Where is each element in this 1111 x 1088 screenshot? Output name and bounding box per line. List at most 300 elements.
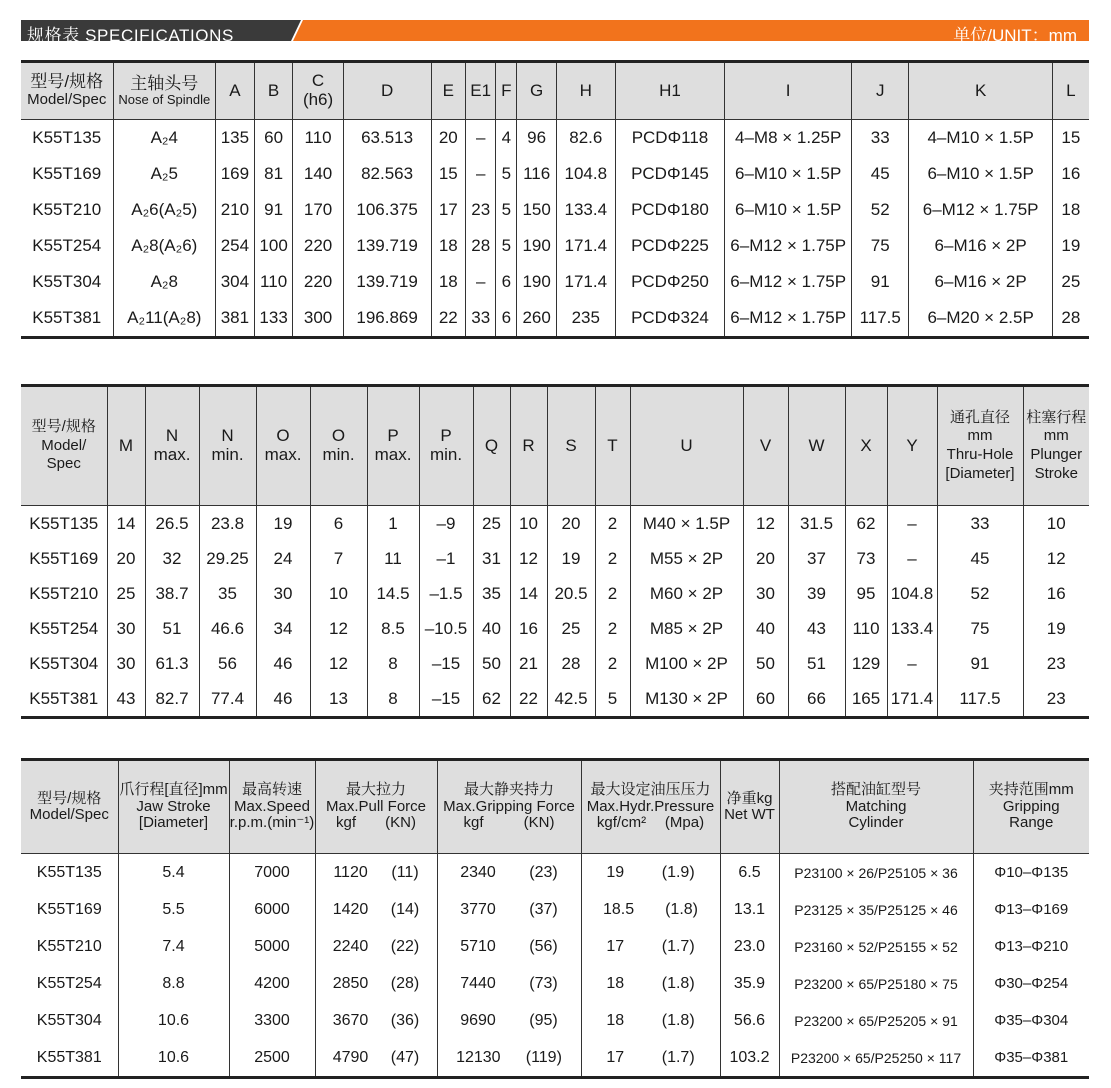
table3-header-cell	[229, 760, 315, 854]
value-pair	[316, 1012, 437, 1030]
table2-header-line: O	[331, 426, 346, 446]
value: 3670	[332, 1011, 369, 1029]
table-cell: P23200 × 65/P25180 × 75	[779, 965, 973, 1002]
table-row	[21, 576, 1089, 611]
table2-header-line: Model/	[41, 436, 87, 454]
value: 2340	[460, 863, 496, 881]
table2-header-cell	[595, 386, 630, 506]
table-cell: 116	[517, 156, 557, 192]
table3-header-line: Max.Gripping Force	[443, 797, 575, 815]
table-cell: 46.6	[199, 611, 256, 646]
spec-table-clearances	[21, 384, 1089, 719]
table-cell: 210	[216, 192, 255, 228]
table2-header-cell	[107, 386, 145, 506]
table-cell: 133.4	[887, 611, 937, 646]
table2-header-line: 柱塞行程	[1026, 408, 1087, 426]
table-cell-pair	[581, 928, 720, 965]
table-cell: 6–M20 × 2.5P	[909, 300, 1052, 338]
value: 12130	[456, 1048, 501, 1066]
value: 19	[606, 863, 625, 881]
table2-header-cell	[547, 386, 595, 506]
table-cell: 20	[547, 506, 595, 542]
table2-header-line: max.	[374, 445, 412, 464]
value-kn: (1.7)	[661, 937, 695, 955]
table-cell: 135	[216, 120, 255, 157]
table2-header-line: U	[680, 435, 693, 455]
table-cell: P23160 × 52/P25155 × 52	[779, 928, 973, 965]
table-cell: 23	[1023, 681, 1089, 718]
table-cell: 6–M10 × 1.5P	[725, 156, 852, 192]
table-cell-pair	[315, 854, 437, 892]
table2-header-line: max.	[153, 445, 191, 464]
table-cell-pair	[437, 1039, 581, 1078]
value-kn: (95)	[529, 1011, 558, 1029]
table1-header-en: E	[442, 80, 454, 100]
table-cell: –15	[419, 681, 473, 718]
table-cell: K55T254	[32, 236, 102, 255]
table-cell: 196.869	[343, 300, 431, 338]
table2-header-line: O	[276, 426, 290, 446]
table-cell: 19	[547, 541, 595, 576]
value: 4790	[332, 1048, 369, 1066]
table-cell: 14.5	[367, 576, 419, 611]
value: 17	[606, 937, 625, 955]
table1-header-en: E1	[470, 80, 492, 100]
table-cell: 22	[510, 681, 547, 718]
table-cell: 6–M12 × 1.75P	[725, 264, 852, 300]
table-cell: 28	[466, 228, 496, 264]
table-cell: 73	[845, 541, 887, 576]
table-cell: 6–M12 × 1.75P	[909, 192, 1052, 228]
table-row	[21, 228, 1089, 264]
table-cell: 25	[107, 576, 145, 611]
table-cell: 10.6	[118, 1039, 229, 1078]
table1-header-en: J	[875, 80, 885, 100]
table2-header-line: R	[522, 435, 535, 455]
table-cell: 110	[293, 120, 343, 157]
table1-header-cell	[496, 62, 517, 120]
table1-header-cell	[466, 62, 496, 120]
table-cell: 11	[367, 541, 419, 576]
table-cell: PCDΦ118	[615, 120, 725, 157]
table-cell: 6–M10 × 1.5P	[909, 156, 1052, 192]
table-cell: –	[466, 264, 496, 300]
table-cell: 28	[1052, 300, 1089, 338]
table-cell: –	[466, 156, 496, 192]
table3-header-line: 型号/规格	[37, 789, 102, 807]
table-cell: 77.4	[199, 681, 256, 718]
table-cell: 14	[510, 576, 547, 611]
table1-header-cell	[517, 62, 557, 120]
table-row	[21, 1039, 1089, 1078]
value-pair	[316, 864, 437, 882]
table-cell: 91	[937, 646, 1023, 681]
table-cell: 66	[788, 681, 845, 718]
table3-header-line: r.p.m.(min⁻¹)	[229, 814, 315, 832]
table2-header-line: N	[221, 426, 234, 446]
table1-header-en: D	[380, 80, 394, 100]
value-pair	[438, 864, 581, 882]
table-cell: 35.9	[720, 965, 779, 1002]
table3-header-cell	[581, 760, 720, 854]
table-cell: –1	[419, 541, 473, 576]
table-cell: 19	[256, 506, 310, 542]
table2-header-line: [Diameter]	[945, 464, 1015, 482]
table-cell: 104.8	[557, 156, 616, 192]
table-cell: 25	[473, 506, 510, 542]
banner-unit: 单位/UNIT：mm	[953, 26, 1077, 45]
table2-header-line: 型号/规格	[31, 417, 96, 435]
table-cell: 8.8	[118, 965, 229, 1002]
table-cell: 150	[517, 192, 557, 228]
table-cell: 5.5	[118, 891, 229, 928]
table-cell: 5	[595, 681, 630, 718]
table-cell: K55T210	[36, 937, 102, 955]
table-cell: K55T254	[36, 974, 102, 992]
table-cell: Φ13–Φ169	[973, 891, 1089, 928]
value-kn: (73)	[529, 974, 558, 992]
value-pair	[316, 975, 437, 993]
table3-header-line: Max.Hydr.Pressure	[586, 797, 715, 815]
table-cell: 6	[310, 506, 367, 542]
table2-header-line: W	[808, 435, 825, 455]
table-cell: 117.5	[937, 681, 1023, 718]
table3-header-line: 最大静夹持力	[463, 781, 554, 799]
table-cell: 12	[743, 506, 788, 542]
table-cell: P23200 × 65/P25205 × 91	[779, 1002, 973, 1039]
table2-header-cell	[473, 386, 510, 506]
table-cell: 23.8	[199, 506, 256, 542]
value-pair	[316, 901, 437, 919]
value: 18	[606, 974, 625, 992]
table-cell: 12	[310, 611, 367, 646]
table-cell: 171.4	[557, 264, 616, 300]
table-cell: 104.8	[887, 576, 937, 611]
table1-header-cn: 主轴头号	[130, 73, 199, 93]
table-cell: 23	[1023, 646, 1089, 681]
table-cell: 6–M10 × 1.5P	[725, 192, 852, 228]
table-cell: Φ10–Φ135	[973, 854, 1089, 892]
table-row	[21, 681, 1089, 718]
table-cell: 38.7	[145, 576, 199, 611]
table2-header-cell	[310, 386, 367, 506]
value-pair	[316, 938, 437, 956]
table3-header-line: 最大拉力	[345, 781, 406, 799]
value-pair	[438, 1049, 581, 1067]
value: 2850	[332, 974, 369, 992]
table-cell: 220	[293, 264, 343, 300]
value-kn: (119)	[525, 1048, 562, 1066]
table-cell: 56.6	[720, 1002, 779, 1039]
table-cell: 60	[743, 681, 788, 718]
table-cell: 28	[547, 646, 595, 681]
table-cell: Φ13–Φ210	[973, 928, 1089, 965]
table2-header-line: Spec	[46, 455, 81, 473]
table-cell: 96	[517, 120, 557, 157]
table1-header-cell	[431, 62, 466, 120]
table2-header-line: T	[607, 435, 618, 455]
table1-header-en: B	[267, 80, 280, 100]
table1-header-en: F	[501, 80, 512, 100]
table-cell: 16	[1052, 156, 1089, 192]
table-cell: 33	[851, 120, 909, 157]
table-cell: 5	[496, 156, 517, 192]
table-cell: 30	[743, 576, 788, 611]
table3-header-unit: kgf	[336, 814, 357, 832]
table-cell: 1	[367, 506, 419, 542]
table-cell: 106.375	[343, 192, 431, 228]
table2-header-cell	[145, 386, 199, 506]
table1-header-en: I	[785, 80, 791, 100]
table-cell: 220	[293, 228, 343, 264]
table3-header-line: 搭配油缸型号	[830, 781, 921, 799]
table-cell: 31.5	[788, 506, 845, 542]
table2-header-cell	[743, 386, 788, 506]
table-cell: A₂4	[113, 120, 216, 157]
table-cell: PCDΦ324	[615, 300, 725, 338]
table-row	[21, 891, 1089, 928]
table-cell: 61.3	[145, 646, 199, 681]
table-cell: 30	[107, 611, 145, 646]
table-cell: P23200 × 65/P25250 × 117	[779, 1039, 973, 1078]
table-cell: 8	[367, 646, 419, 681]
table-cell: 6–M12 × 1.75P	[725, 228, 852, 264]
table1-header-cn: 型号/规格	[30, 72, 104, 92]
table-cell: 6–M16 × 2P	[909, 264, 1052, 300]
table3-header-line: 夹持范围mm	[988, 781, 1074, 799]
value-pair	[582, 864, 720, 882]
value-kn: (1.8)	[665, 900, 698, 918]
table-cell: 12	[1023, 541, 1089, 576]
table-cell: 139.719	[343, 228, 431, 264]
table-cell: 10	[310, 576, 367, 611]
table-cell: –10.5	[419, 611, 473, 646]
table-cell: 62	[845, 506, 887, 542]
table3-header-line: Max.Speed	[234, 797, 310, 815]
table2-header-line: min.	[211, 445, 244, 464]
table2-header-cell	[1023, 386, 1089, 506]
table-cell: 103.2	[720, 1039, 779, 1078]
table3-header-cell	[779, 760, 973, 854]
table3-header-cell	[720, 760, 779, 854]
table1-header-cell	[254, 62, 293, 120]
table-cell: 31	[473, 541, 510, 576]
table-cell-pair	[315, 891, 437, 928]
table1-header-cell	[909, 62, 1052, 120]
table-cell: 18	[1052, 192, 1089, 228]
table-cell-pair	[315, 1039, 437, 1078]
table2-header-line: max.	[264, 445, 302, 464]
table-cell: 2	[595, 646, 630, 681]
table-cell: 35	[199, 576, 256, 611]
table-cell: A₂6(A₂5)	[113, 192, 216, 228]
table-cell: 40	[743, 611, 788, 646]
table-cell: 117.5	[851, 300, 909, 338]
table-cell: 52	[937, 576, 1023, 611]
table1-header-cell	[113, 62, 216, 120]
table-cell: 3300	[229, 1002, 315, 1039]
table-cell: 45	[851, 156, 909, 192]
table-cell: 12	[510, 541, 547, 576]
table-cell: 5	[496, 228, 517, 264]
table-cell: A₂11(A₂8)	[113, 300, 216, 338]
table-cell: 18	[431, 228, 466, 264]
table-cell: P23100 × 26/P25105 × 36	[779, 854, 973, 892]
table-cell: 12	[310, 646, 367, 681]
table-cell: 169	[216, 156, 255, 192]
value-kn: (47)	[390, 1048, 420, 1066]
value: 1420	[332, 900, 369, 918]
table-cell: K55T210	[32, 200, 102, 219]
table-cell: 190	[517, 264, 557, 300]
table2-header-cell	[510, 386, 547, 506]
table-cell: –9	[419, 506, 473, 542]
value: 17	[606, 1048, 625, 1066]
table-cell: PCDΦ225	[615, 228, 725, 264]
table-cell: 2	[595, 576, 630, 611]
table-cell: 4–M8 × 1.25P	[725, 120, 852, 157]
value: 2240	[332, 937, 369, 955]
table-cell: 110	[254, 264, 293, 300]
table-cell: –15	[419, 646, 473, 681]
table-cell: 4200	[229, 965, 315, 1002]
table-cell-pair	[437, 854, 581, 892]
table-cell: 2500	[229, 1039, 315, 1078]
table-cell: 10	[1023, 506, 1089, 542]
value-kn: (1.8)	[661, 974, 695, 992]
table1-header-en: C	[311, 71, 325, 91]
table-cell: 16	[1023, 576, 1089, 611]
table-row	[21, 300, 1089, 338]
table-cell: M85 × 2P	[630, 611, 743, 646]
table2-header-cell	[887, 386, 937, 506]
table3-header-line: Net WT	[724, 806, 775, 823]
table-cell: M55 × 2P	[630, 541, 743, 576]
table-cell: 165	[845, 681, 887, 718]
table-cell: 37	[788, 541, 845, 576]
table3-header-units	[582, 815, 720, 832]
value-pair	[438, 901, 581, 919]
table-cell: K55T135	[29, 513, 99, 533]
table3-header-line: Model/Spec	[29, 806, 109, 823]
table-cell: Φ35–Φ381	[973, 1039, 1089, 1078]
table-cell: M100 × 2P	[630, 646, 743, 681]
table3-header-unit: (KN)	[523, 814, 555, 832]
table3-header-line: [Diameter]	[138, 814, 209, 832]
table-cell: 60	[254, 120, 293, 157]
table-cell: K55T381	[21, 681, 107, 718]
table2-header-line: S	[565, 435, 577, 455]
table2-header-line: 通孔直径	[949, 408, 1010, 426]
table1-header-cell	[1052, 62, 1089, 120]
table1-header-en: H	[579, 80, 592, 100]
table-cell-pair	[315, 1002, 437, 1039]
table-row	[21, 120, 1089, 157]
table3-header-unit: (KN)	[385, 814, 416, 832]
banner-title: 规格表 SPECIFICATIONS	[27, 26, 234, 45]
table-row	[21, 1002, 1089, 1039]
table2-header-line: Y	[906, 435, 918, 455]
table-cell: 190	[517, 228, 557, 264]
table1-header-cell	[557, 62, 616, 120]
table3-header-line: 净重kg	[726, 789, 773, 807]
table-row	[21, 506, 1089, 542]
table1-header-sub: (h6)	[302, 90, 334, 109]
table2-header-cell	[788, 386, 845, 506]
table-cell: 91	[254, 192, 293, 228]
table-cell: 63.513	[343, 120, 431, 157]
table-cell: PCDΦ250	[615, 264, 725, 300]
table-cell: 171.4	[557, 228, 616, 264]
table-cell: 15	[431, 156, 466, 192]
value-kn: (23)	[529, 863, 558, 881]
table-cell: 300	[293, 300, 343, 338]
table-cell: 34	[256, 611, 310, 646]
table-cell: 20.5	[547, 576, 595, 611]
table-cell: 30	[256, 576, 310, 611]
table-cell: 52	[851, 192, 909, 228]
table2-header-line: M	[118, 435, 134, 455]
table-cell: 6.5	[720, 854, 779, 892]
table2-header-line: X	[860, 435, 872, 455]
table-cell: A₂8	[113, 264, 216, 300]
value-pair	[438, 938, 581, 956]
value: 5710	[460, 937, 496, 955]
table-cell: 13	[310, 681, 367, 718]
table-cell: 26.5	[145, 506, 199, 542]
table-cell: 35	[473, 576, 510, 611]
table-cell: 46	[256, 646, 310, 681]
table-cell: 14	[107, 506, 145, 542]
table1-header-en: A	[229, 80, 241, 100]
table-cell-pair	[437, 965, 581, 1002]
table-cell: 46	[256, 681, 310, 718]
table-cell: 95	[845, 576, 887, 611]
table-cell: 2	[595, 506, 630, 542]
table-cell: 29.25	[199, 541, 256, 576]
table-cell: PCDΦ180	[615, 192, 725, 228]
table3-header-line: 爪行程[直径]mm	[119, 781, 228, 799]
table-cell-pair	[581, 1039, 720, 1078]
table-cell: 235	[557, 300, 616, 338]
table2-header-line: Plunger	[1030, 446, 1083, 463]
table-cell: A₂5	[113, 156, 216, 192]
value-kn: (36)	[390, 1011, 420, 1029]
table-cell: 15	[1052, 120, 1089, 157]
table2-header-cell	[21, 386, 107, 506]
table-cell: 17	[431, 192, 466, 228]
table3-header-unit: kgf	[463, 814, 484, 832]
table-cell: –	[887, 541, 937, 576]
table-cell: 100	[254, 228, 293, 264]
table-cell: 82.6	[557, 120, 616, 157]
table-cell: –	[887, 646, 937, 681]
table-cell: 39	[788, 576, 845, 611]
table-row	[21, 928, 1089, 965]
table-cell: 91	[851, 264, 909, 300]
table-row	[21, 541, 1089, 576]
table-cell: 260	[517, 300, 557, 338]
table-cell: 51	[788, 646, 845, 681]
table-cell: K55T169	[36, 900, 102, 918]
table-cell: 21	[510, 646, 547, 681]
table-cell: 304	[216, 264, 255, 300]
table-cell: –	[887, 506, 937, 542]
table2-header-line: mm	[967, 427, 993, 445]
table-cell: K55T135	[36, 863, 102, 881]
table-cell: 43	[788, 611, 845, 646]
table-cell: 40	[473, 611, 510, 646]
